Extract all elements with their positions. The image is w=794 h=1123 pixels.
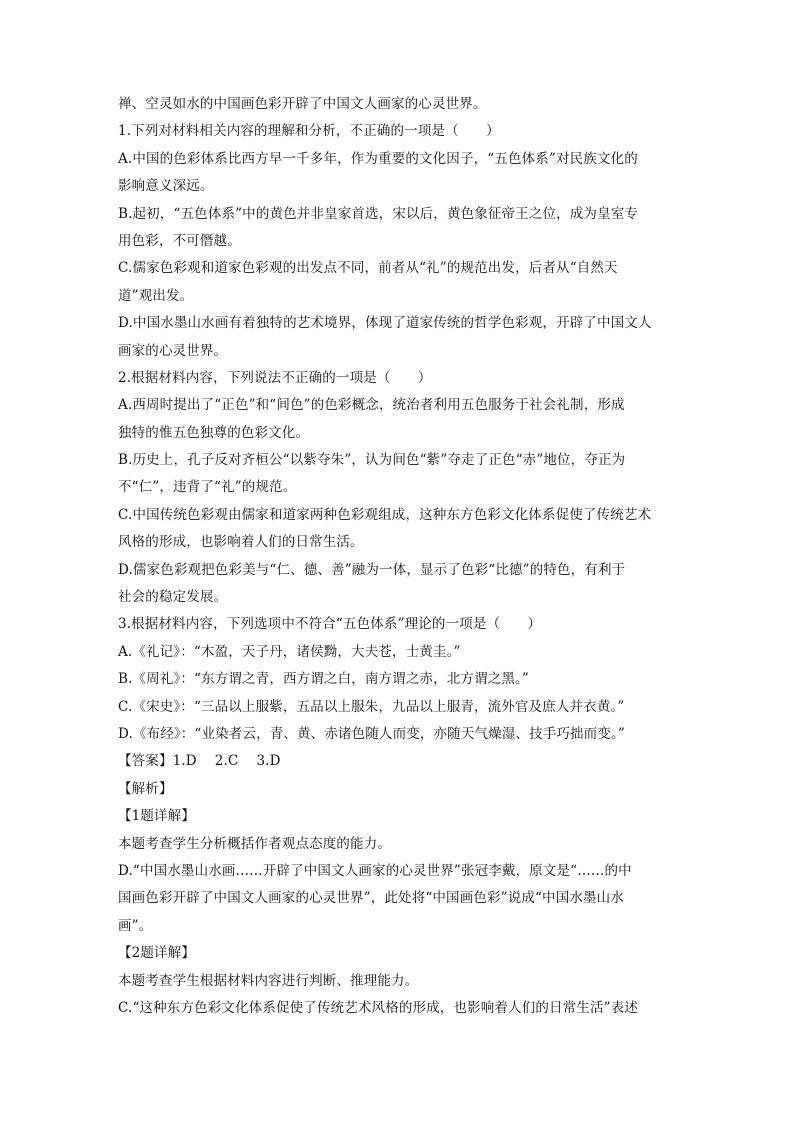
answer-item-3: 3.D	[256, 753, 281, 770]
text-line: 独特的惟五色独尊的色彩文化。	[118, 424, 310, 441]
text-line: C.“这种东方色彩文化体系促使了传统艺术风格的形成，也影响着人们的日常生活”表述	[118, 999, 638, 1016]
text-line: D.中国水墨山水画有着独特的艺术境界，体现了道家传统的哲学色彩观，开辟了中国文人	[118, 315, 652, 332]
text-line: C.中国传统色彩观由儒家和道家两种色彩观组成，这种东方色彩文化体系促使了传统艺术	[118, 506, 652, 523]
text-line: D.“中国水墨山水画……开辟了中国文人画家的心灵世界”张冠李戴，原文是“……的中	[118, 862, 632, 879]
text-line: A.《礼记》：“木盈，天子丹，诸侯黝，大夫苍，士黄圭。”	[118, 643, 461, 660]
text-line: C.儒家色彩观和道家色彩观的出发点不同，前者从“礼”的规范出发，后者从“自然天	[118, 260, 618, 277]
answer-item-1: 1.D	[172, 753, 197, 770]
text-line: D.《布经》：“业染者云，青、黄、赤诸色随人而变，亦随天气燥湿、技手巧拙而变。”	[118, 725, 625, 742]
answer-line	[118, 748, 678, 775]
text-line: B.历史上，孔子反对齐桓公“以紫夺朱”，认为间色“紫”夺走了正色“赤”地位，夺正为	[118, 452, 626, 469]
text-line: 社会的稳定发展。	[118, 589, 228, 606]
answer-item-2: 2.C	[214, 753, 239, 770]
text-line: 道”观出发。	[118, 287, 194, 304]
text-line: 禅、空灵如水的中国画色彩开辟了中国文人画家的心灵世界。	[118, 96, 487, 112]
text-line: 1.下列对材料相关内容的理解和分析，不正确的一项是（ ）	[118, 123, 500, 140]
text-line: C.《宋史》：“三品以上服紫，五品以上服朱，九品以上服青，流外官及庶人并衣黄。”	[118, 698, 625, 715]
text-line: 本题考查学生分析概括作者观点态度的能力。	[118, 835, 391, 852]
text-line: 2.根据材料内容，下列说法不正确的一项是（ ）	[118, 369, 432, 386]
question-block	[118, 91, 678, 748]
document-page	[118, 91, 678, 1022]
text-line: 风格的形成，也影响着人们的日常生活。	[118, 534, 364, 551]
text-line: 画家的心灵世界。	[118, 342, 228, 359]
text-line: 3.根据材料内容，下列选项中不符合“五色体系”理论的一项是（ ）	[118, 616, 542, 633]
text-line: 影响意义深远。	[118, 178, 214, 195]
answer-label: 【答案】	[118, 753, 173, 770]
analysis-block	[118, 776, 678, 1023]
text-line: 【解析】	[118, 780, 173, 797]
text-line: 【1题详解】	[118, 808, 195, 825]
text-line: B.《周礼》：“东方谓之青，西方谓之白，南方谓之赤，北方谓之黑。”	[118, 671, 529, 688]
text-line: 本题考查学生根据材料内容进行判断、推理能力。	[118, 972, 419, 989]
text-line: A.中国的色彩体系比西方早一千多年，作为重要的文化因子，“五色体系”对民族文化的	[118, 150, 638, 167]
text-line: D.儒家色彩观把色彩美与“仁、德、善”融为一体，显示了色彩“比德”的特色，有利于	[118, 561, 626, 578]
text-line: 不“仁”，违背了“礼”的规范。	[118, 479, 297, 496]
text-line: B.起初，“五色体系”中的黄色并非皇家首选，宋以后，黄色象征帝王之位，成为皇室专	[118, 205, 639, 222]
text-line: 【2题详解】	[118, 945, 195, 962]
text-line: 用色彩，不可僭越。	[118, 232, 241, 249]
text-line: 画”。	[118, 917, 153, 934]
text-line: 国画色彩开辟了中国文人画家的心灵世界”，此处将“中国画色彩”说成“中国水墨山水	[118, 890, 624, 907]
text-line: A.西周时提出了“正色”和“间色”的色彩概念，统治者利用五色服务于社会礼制，形成	[118, 397, 625, 414]
